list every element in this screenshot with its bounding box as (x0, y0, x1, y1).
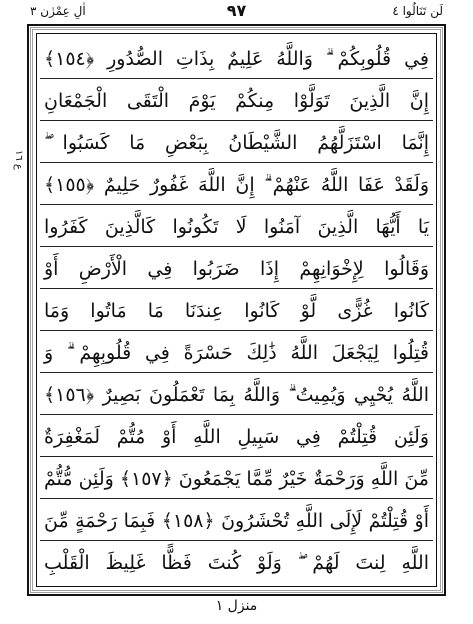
text-line: أَوْ قُتِلْتُمْ لَإِلَى اللَّهِ تُحْشَرُونَ ﴿١٥٨﴾ فَبِمَا رَحْمَةٍ مِّنَ (40, 499, 433, 541)
surah-title: اٰلِ عِمْرٰن ٣ (30, 4, 86, 18)
page-header (0, 0, 473, 26)
text-line: إِنَّمَا اسْتَزَلَّهُمُ الشَّيْطَانُ بِبَعْضِ مَا كَسَبُوا ۖ (40, 121, 433, 163)
text-line: يَا أَيُّهَا الَّذِينَ آمَنُوا لَا تَكُونُوا كَالَّذِينَ كَفَرُوا (40, 205, 433, 247)
ruku-marker: ع ١٦ (13, 150, 24, 170)
manzil-footer: منزل ١ (215, 598, 258, 614)
text-line: اللَّهِ لِنتَ لَهُمْ ۖ وَلَوْ كُنتَ فَظًّا غَلِيظَ الْقَلْبِ (44, 552, 429, 574)
text-line: مِّنَ اللَّهِ وَرَحْمَةٌ خَيْرٌ مِّمَّا يَجْمَعُونَ ﴿١٥٧﴾ وَلَئِن مُّتُّمْ (40, 457, 433, 499)
text-line: كَانُوا غُزًّى لَّوْ كَانُوا عِندَنَا مَا مَاتُوا وَمَا (40, 289, 433, 331)
text-line: فِي قُلُوبِكُمْ ۗ وَاللَّهُ عَلِيمٌ بِذَاتِ الصُّدُورِ ﴿١٥٤﴾ (40, 37, 433, 79)
juz-title: لَن تَنَالُوا ٤ (392, 4, 443, 18)
text-line: إِنَّ الَّذِينَ تَوَلَّوْا مِنكُمْ يَوْمَ الْتَقَى الْجَمْعَانِ (40, 79, 433, 121)
text-line: اللَّهُ يُحْيِي وَيُمِيتُ ۗ وَاللَّهُ بِمَا تَعْمَلُونَ بَصِيرٌ ﴿١٥٦﴾ (40, 373, 433, 415)
text-line: وَقَالُوا لِإِخْوَانِهِمْ إِذَا ضَرَبُوا فِي الْأَرْضِ أَوْ (40, 247, 433, 289)
page-number: ٩٧ (226, 1, 247, 20)
text-block (40, 37, 433, 583)
text-line: وَلَئِن قُتِلْتُمْ فِي سَبِيلِ اللَّهِ أَوْ مُتُّمْ لَمَغْفِرَةٌ (40, 415, 433, 457)
text-line: وَلَقَدْ عَفَا اللَّهُ عَنْهُمْ ۗ إِنَّ اللَّهَ غَفُورٌ حَلِيمٌ ﴿١٥٥﴾ (40, 163, 433, 205)
text-line: قُتِلُوا لِيَجْعَلَ اللَّهُ ذَٰلِكَ حَسْرَةً فِي قُلُوبِهِمْ ۗ وَ (40, 331, 433, 373)
